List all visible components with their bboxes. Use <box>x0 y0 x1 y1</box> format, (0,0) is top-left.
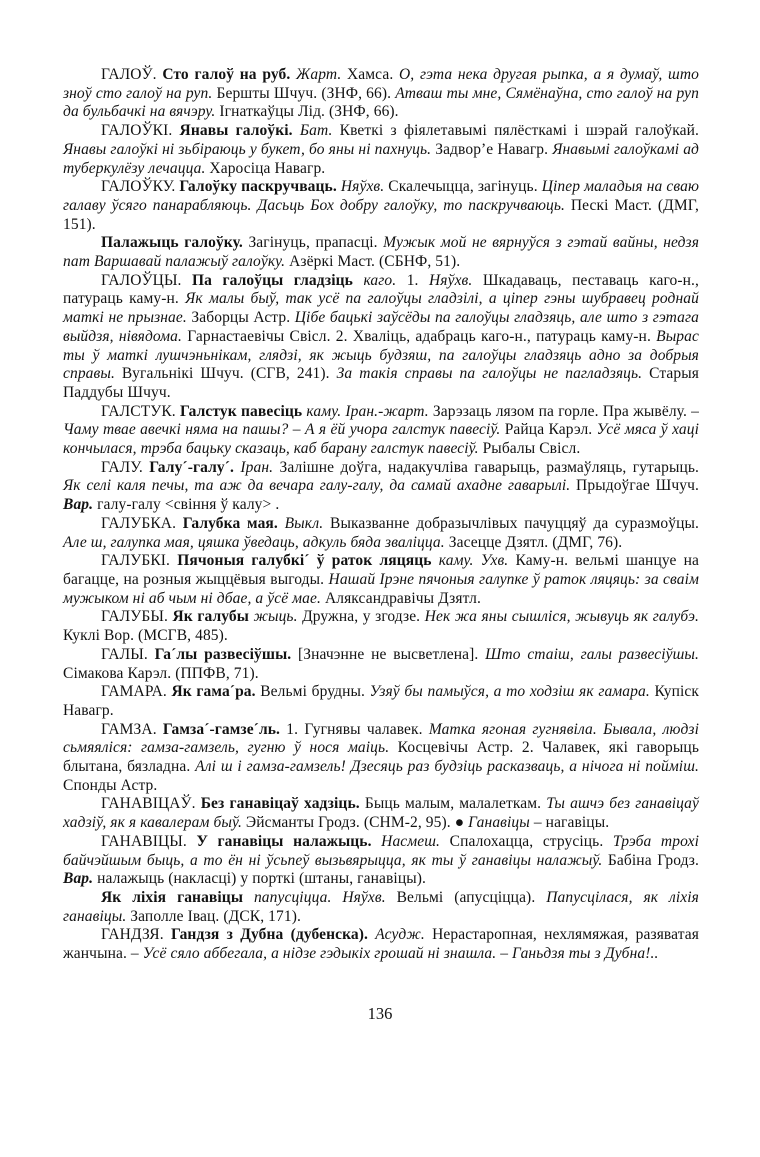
text-segment: Засецце Дзятл. (ДМГ, 76). <box>448 533 623 551</box>
text-segment: Старыя Паддубы Шчуч. <box>63 365 699 401</box>
text-segment: Мужык мой не вярнуўся з гэтай вайны, недзя пат Варшавай палажыў галоўку. <box>63 234 700 271</box>
text-segment: Га´лы развесіўшы. <box>154 645 299 663</box>
text-segment: Узяў бы памыўся, а то ходзіш як гамара. <box>369 683 655 701</box>
text-segment: Як ліхія ганавіцы <box>101 888 254 906</box>
text-segment: Гарнастаевічы Свісл. 2. Хваліць, адабраць каго-н., патураць каму-н. <box>187 327 657 345</box>
text-segment: ГАЛОЎ. <box>101 66 163 83</box>
text-segment: Асудж. <box>375 926 433 944</box>
text-segment: Куклі Вор. (МСГВ, 485). <box>63 627 228 645</box>
text-segment: ГАМАРА. <box>101 683 172 701</box>
text-segment: Пячоныя галубкі´ ў раток ляцяць <box>177 552 439 570</box>
text-segment: Сто галоў на руб. <box>162 66 297 83</box>
text-segment: Галстук павесіць <box>180 402 307 420</box>
text-segment: Па галоўцы гладзіць <box>192 271 364 289</box>
text-segment: каму. Ухв. <box>438 552 516 570</box>
dictionary-entry <box>63 833 699 889</box>
text-segment: Ігнаткаўцы Лід. (ЗНФ, 66). <box>219 103 399 121</box>
text-segment: Вельмі брудны. <box>260 683 370 701</box>
text-segment: Іран. <box>240 458 280 476</box>
text-segment: ГАНАВІЦЫ. <box>101 832 197 850</box>
text-segment: Зарэзаць лязом па горле. Пра жывёлу. <box>432 402 692 420</box>
text-segment: ГАЛЫ. <box>101 645 155 663</box>
dictionary-entry <box>63 459 699 515</box>
text-segment: Харосіца Навагр. <box>209 159 326 177</box>
text-segment: Спалохацца, струсіць. <box>449 832 613 850</box>
text-segment: – Чаму твае авечкі няма на пашы? – А я ёй учора галстук павесіў. <box>63 402 700 439</box>
text-segment: Галубка мая. <box>182 514 285 532</box>
text-segment: 1. <box>406 271 429 289</box>
text-segment: Выкл. <box>284 514 330 532</box>
text-segment: Як селі каля печы, та аж да вечара галу-галу, да самай ахадне гаварылі. <box>63 477 577 495</box>
text-segment: О, гэта нека другая рыпка, а я думаў, што зноў сто галоў на руп. <box>63 66 700 102</box>
text-segment: Рыбалы Свісл. <box>482 440 581 458</box>
text-segment: Залішне доўга, надакучліва гаварыць, размаўляць, гутарыць. <box>279 458 699 476</box>
text-segment: Атваш ты мне, Сямёнаўна, сто галоў на руп да бульбачкі на вячэру. <box>63 84 699 121</box>
dictionary-entries <box>63 66 699 964</box>
text-segment: Выказванне добразычлівых пачуццяў да суразмоўцы. <box>330 514 699 532</box>
text-segment: Што стаіш, галы развесіўшы. <box>485 645 699 663</box>
text-segment: Эйсманты Гродз. (СНМ-2, 95). ● <box>245 814 469 832</box>
dictionary-entry <box>63 552 699 608</box>
text-segment: ГАЛУ. <box>101 458 150 476</box>
text-segment: Матка ягоная гугнявіла. Бывала, людзі сьмяяліся: гамза-гамзель, гугню ў нося маіць. <box>63 720 699 757</box>
dictionary-entry <box>63 66 699 122</box>
dictionary-entry <box>63 721 699 796</box>
text-segment: Як галубы <box>172 608 254 626</box>
text-segment: Вар. <box>63 870 98 888</box>
text-segment: Сімакова Карэл. (ППФВ, 71). <box>63 664 259 682</box>
text-segment: Бершты Шчуч. (ЗНФ, 66). <box>216 84 396 102</box>
text-segment: каму. Іран.-жарт. <box>306 402 433 420</box>
text-segment: Нек жа яны сышліся, жывуць як галубэ. <box>424 608 699 626</box>
dictionary-entry <box>63 122 699 178</box>
text-segment: каго. <box>363 271 407 289</box>
text-segment: ГАЛОЎЦЫ. <box>101 271 192 289</box>
text-segment: Пескі Маст. (ДМГ, 151). <box>63 196 699 233</box>
text-segment: Як гама´ра. <box>171 683 261 701</box>
text-segment: Жарт. <box>296 66 347 83</box>
text-segment: Каму-н. вельмі шанцуе на багацце, на розныя жыццёвыя выгоды. <box>63 552 700 588</box>
text-segment: Дружна, у згодзе. <box>302 608 425 626</box>
text-segment: Гамза´-гамзе´ль. <box>162 720 287 738</box>
text-segment: Задвор’е Навагр. <box>435 140 553 158</box>
text-segment: ГАМЗА. <box>101 720 163 738</box>
text-segment: Ціпер маладыя на сваю галаву ўсяго панарабляюць. Дасьць Бох добру галоўку, то паскручваюць. <box>63 178 699 214</box>
text-segment: Вар. <box>63 496 98 514</box>
text-segment: ГАНДЗЯ. <box>101 926 171 944</box>
text-segment: Цібе бацькі заўсёды па галоўцы гладзяць, але што з гэтага выйдзя, нівядома. <box>63 309 700 345</box>
dictionary-entry <box>63 889 699 926</box>
page-number: 136 <box>367 1004 393 1023</box>
text-segment: Спонды Астр. <box>63 776 158 794</box>
dictionary-entry <box>63 178 699 234</box>
text-segment: ГАЛУБКІ. <box>101 552 178 570</box>
text-segment: Галоўку паскручваць. <box>179 178 341 196</box>
text-segment: Хамса. <box>347 66 399 83</box>
text-segment: Але ш, галупка мая, цяшка ўведаць, адкуль бяда зваліцца. <box>63 533 449 551</box>
text-segment: За такія справы па галоўцы не пагладзяць. <box>336 365 650 383</box>
text-segment: ГАЛУБКА. <box>101 514 183 532</box>
text-segment: Аляксандравічы Дзятл. <box>324 589 481 607</box>
text-segment: Вырас ты ў маткі лушчэньнікам, глядзі, як жыць будзяш, па галоўцы гладзяць адно за добрыя справы. <box>63 327 699 383</box>
text-segment: Кветкі з фіялетавымі пялёсткамі і шэрай галоўкай. <box>339 122 699 140</box>
dictionary-entry <box>63 683 699 720</box>
text-segment: Купіск Навагр. <box>63 683 699 719</box>
dictionary-entry <box>63 608 699 645</box>
dictionary-entry <box>63 646 699 683</box>
text-segment: Скалечыцца, загінуць. <box>388 178 542 196</box>
text-segment: Насмеш. <box>381 832 450 850</box>
text-segment: – Усё сяло аббегала, а нідзе гэдыкіх грошай ні знашла. – Ганьдзя ты з Дубна!.. <box>130 945 659 963</box>
text-segment: Вельмі (апусціцца). <box>396 888 547 906</box>
dictionary-entry <box>63 795 699 832</box>
text-segment: Трэба трохі байчэйшым быць, а то ён ні ўсьпеў вызьвярыцца, як ты ў ганавіцы налажыў. <box>63 832 700 869</box>
text-segment: Гандзя з Дубна (дубенска). <box>170 926 376 944</box>
text-segment: Янавымі галоўкамі ад туберкулёзу лечацца. <box>63 140 699 177</box>
text-segment: налажыць (накласці) у порткі (штаны, ганавіцы). <box>97 870 426 888</box>
text-segment: Заборцы Астр. <box>191 309 295 327</box>
text-segment: жыць. <box>253 608 303 626</box>
text-segment: ГАНАВІЦАЎ. <box>101 795 201 813</box>
text-segment: Галу´-галу´. <box>149 458 241 476</box>
text-segment: У ганавіцы налажыць. <box>196 832 382 850</box>
text-segment: Няўхв. <box>428 271 483 289</box>
dictionary-entry <box>63 515 699 552</box>
text-segment: Шкадаваць, пеставаць каго-н., патураць каму-н. <box>63 271 699 308</box>
text-segment: Алі ш і гамза-гамзель! Дзесяць раз будзіць расказваць, а нічога ні пойміш. <box>195 758 699 776</box>
text-segment: Янавы галоўкі. <box>179 122 300 140</box>
text-segment: ГАЛОЎКІ. <box>101 122 180 140</box>
dictionary-entry <box>63 234 699 271</box>
text-segment: Азёркі Маст. (СБНФ, 51). <box>289 253 461 271</box>
text-segment: Палажыць галоўку. <box>101 234 249 252</box>
text-segment: Райца Карэл. <box>504 421 597 439</box>
text-segment: Вугальнікі Шчуч. (СГВ, 241). <box>121 365 337 383</box>
text-segment: [Значэнне не высветлена]. <box>298 645 486 663</box>
text-segment: Ты ашчэ без ганавіцаў хадзіў, як я кавалерам быў. <box>63 795 699 832</box>
text-segment: Як малы быў, так усё па галоўцы гладзілі, а ціпер гэны шубравец роднай маткі не прызнае. <box>63 290 699 327</box>
dictionary-entry <box>63 272 699 403</box>
text-segment: Прыдоўгае Шчуч. <box>576 477 699 495</box>
text-segment: Папусцілася, як ліхія ганавіцы. <box>63 888 699 925</box>
text-segment: Няўхв. <box>340 178 389 196</box>
dictionary-entry <box>63 926 699 963</box>
text-segment: Бабіна Гродз. <box>607 851 699 869</box>
text-segment: Бат. <box>299 122 340 140</box>
text-segment: Янавы галоўкі ні зьбіраюць у букет, бо яны ні пахнуць. <box>63 140 436 158</box>
text-segment: Усё мяса ў хаці кончылася, трэба бацьку сказаць, каб барану галстук павесіў. <box>63 421 700 458</box>
text-segment: Косцевічы Астр. 2. Чалавек, які гаворыць блытана, бязладна. <box>63 739 699 776</box>
text-segment: 1. Гугнявы чалавек. <box>286 720 429 738</box>
text-segment: Загінуць, прапасці. <box>248 234 384 252</box>
text-segment: галу-галу <свіння ў калу> . <box>97 496 280 514</box>
text-segment: Нерастаропная, нехлямяжая, разяватая жанчына. <box>63 926 699 963</box>
text-segment: папусціцца. Няўхв. <box>253 888 397 906</box>
text-segment: Без ганавіцаў хадзіць. <box>200 795 365 813</box>
text-segment: ГАЛУБЫ. <box>101 608 173 626</box>
text-segment: Быць малым, малалеткам. <box>364 795 547 813</box>
dictionary-entry <box>63 403 699 459</box>
text-segment: – нагавіцы. <box>533 814 610 832</box>
text-segment: ГАЛСТУК. <box>101 402 180 420</box>
text-segment: Заполле Івац. (ДСК, 171). <box>130 907 301 925</box>
text-segment: ГАЛОЎКУ. <box>101 178 180 196</box>
text-segment: Нашай Ірэне пячоныя галупке ў раток ляцяць: за сваім мужыком ні аб чым ні дбае, а ўсё мае. <box>63 570 699 607</box>
text-segment: Ганавіцы <box>468 814 534 832</box>
